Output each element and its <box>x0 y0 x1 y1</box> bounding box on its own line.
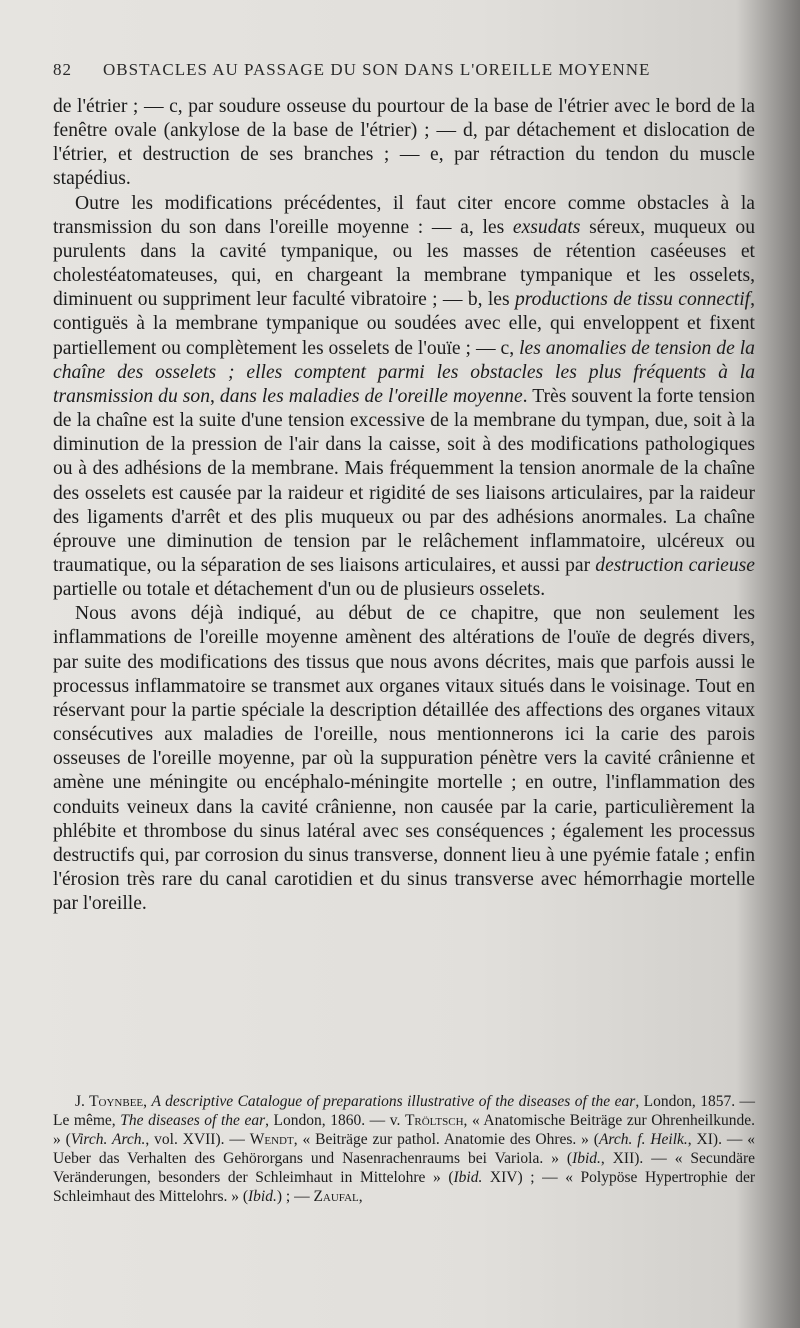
note-text: , London, 1857. — Le même, <box>53 1093 756 1129</box>
note-title: A descriptive Catalogue of preparations illustrative of the diseases of the ear <box>151 1093 636 1110</box>
note-source: Virch. Arch. <box>70 1131 146 1148</box>
author-toynbee: J. Toynbee <box>75 1093 144 1110</box>
note-source: Ibid. <box>572 1150 601 1167</box>
bibliography-notes <box>53 1092 755 1206</box>
paragraph-2-italic-anomalies: les anomalies de tension de la chaîne des osselets ; elles comptent parmi les obstacles les plus fréquents à la transmission du son <box>53 337 755 407</box>
note-text: , « Beiträge zur pathol. Anatomie des Ohres. » ( <box>293 1131 599 1148</box>
note-source: Arch. f. Heilk. <box>598 1131 688 1148</box>
note-source: Ibid. <box>453 1169 483 1186</box>
note-text: , « Anatomische Beiträge zur Ohrenheilkunde. » ( <box>53 1112 755 1148</box>
paragraph-1-text: de l'étrier ; — c, par soudure osseuse du pourtour de la base de l'étrier avec le bord de la fenêtre ovale (ankylose de la base de l'étrier) ; — d, par détachement et dislocation de l'étrier, et destruction de ses branches ; — e, par rétraction du tendon du muscle stapédius. <box>53 96 755 190</box>
paragraph-2-italic-productions: productions de tissu connectif <box>514 289 751 311</box>
author-zaufal: Zaufal <box>313 1188 359 1205</box>
note-text: , <box>143 1093 152 1110</box>
page-number: 82 <box>53 60 72 79</box>
paragraph-2-italic-exsudats: exsudats <box>512 216 581 238</box>
paragraph-2 <box>53 192 755 603</box>
note-text: , XII). — « Secundäre Veränderungen, besonders der Schleimhaut in Mittelohre » ( <box>53 1150 755 1186</box>
note-text: ) ; — <box>276 1188 314 1205</box>
note-paragraph <box>53 1092 755 1206</box>
paragraph-2-part-i: . Très souvent la forte tension de la chaîne est la suite d'une tension excessive de la membrane du tympan, due, soit à la diminution de la pression de l'air dans la caisse, soit à des modifications pathologiques ou à des adhésions de la membrane. Mais fréquemment la tension anormale de la chaîne des osselets est causée par la raideur et rigidité de ses liaisons articulaires, par la raideur des ligaments d'arrêt et des plis muqueux ou par des adhésions anormales. La chaîne éprouve une diminution de tension par le relâchement inflammatoire, ulcéreux ou traumatique, ou la séparation de ses liaisons articulaires, et aussi par <box>53 385 756 576</box>
author-troeltsch: Tröltsch <box>404 1112 464 1129</box>
running-header <box>53 60 753 80</box>
paragraph-2-italic-maladies: dans les maladies de l'oreille moyenne <box>219 385 523 407</box>
note-text: , London, 1860. — v. <box>265 1112 405 1129</box>
paragraph-2-part-c: séreux, muqueux ou purulents dans la cavité tympanique, ou les masses de rétention caséeuses et cholestéatomateuses, qui, en chargeant la membrane tympanique et les osselets, diminuent ou suppriment leur faculté vibratoire ; — b, les <box>53 216 756 311</box>
paragraph-2-part-a: Outre les modifications précédentes, il faut citer encore comme obstacles à la transmission du son dans l'oreille moyenne : — a, les <box>53 192 755 238</box>
note-source: Ibid. <box>248 1188 277 1205</box>
note-title: The diseases of the ear <box>120 1112 266 1129</box>
note-text: , XI). — « Ueber das Verhalten des Gehörorgans und Nasenrachenraums bei Variola. » ( <box>53 1131 755 1167</box>
paragraph-1 <box>53 95 755 192</box>
note-text: , vol. XVII). — <box>145 1131 250 1148</box>
paragraph-3 <box>53 602 755 916</box>
paragraph-2-part-e: , contiguës à la membrane tympanique ou soudées avec elle, qui enveloppent et fixent partiellement ou complètement les osselets de l'ouïe ; — c, <box>53 289 756 359</box>
paragraph-2-italic-destruction: destruction carieuse <box>595 554 755 576</box>
note-text: , <box>358 1188 363 1205</box>
paragraph-3-text: Nous avons déjà indiqué, au début de ce chapitre, que non seulement les inflammations de l'oreille moyenne amènent des altérations de l'ouïe de degrés divers, par suite des modifications des tissus que nous avons décrites, mais que parfois aussi le processus inflammatoire se transmet aux organes vitaux situés dans le voisinage. Tout en réservant pour la partie spéciale la description détaillée des affections des organes vitaux consécutives aux maladies de l'oreille, nous mentionnerons ici la carie des parois osseuses de l'oreille moyenne, par où la suppuration pénètre vers la cavité crânienne et amène une méningite ou encéphalo-méningite mortelle ; en outre, l'inflammation des conduits veineux dans la cavité crânienne, non causée par la carie, particulièrement la phlébite et thrombose du sinus latéral avec ses conséquences ; également les processus destructifs qui, par corrosion du sinus transverse, donnent lieu à une pyémie fatale ; enfin l'érosion très rare du canal carotidien et du sinus transverse avec hémorrhagie mortelle par l'oreille. <box>53 603 755 915</box>
running-title: OBSTACLES AU PASSAGE DU SON DANS L'OREILLE MOYENNE <box>103 60 651 79</box>
note-text: XIV) ; — « Polypöse Hypertrophie der Schleimhaut des Mittelohrs. » ( <box>53 1169 755 1205</box>
paragraph-2-part-g: , <box>210 385 220 407</box>
paragraph-2-part-k: partielle ou totale et détachement d'un ou de plusieurs osselets. <box>53 579 546 601</box>
main-text <box>53 95 755 916</box>
author-wendt: Wendt <box>249 1131 294 1148</box>
